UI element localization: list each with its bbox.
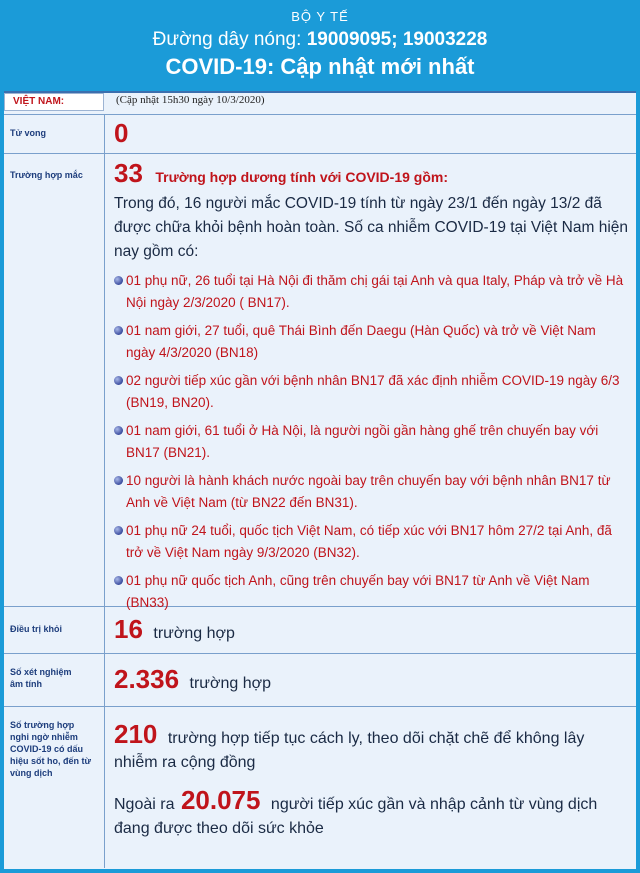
contacts-value: 20.075 [180, 785, 261, 815]
negative-value: 2.336 [114, 664, 180, 694]
deaths-label: Tử vong [10, 128, 47, 138]
info-panel [4, 91, 636, 869]
cases-intro: Trong đó, 16 người mắc COVID-19 tính từ ngày 23/1 đến ngày 13/2 đã được chữa khỏi bệnh hoàn toàn. Số ca nhiễm COVID-19 tại Việt Nam hiện nay gồm có: [114, 195, 628, 260]
bullet-icon [114, 326, 123, 335]
suspected-row [4, 707, 636, 868]
list-item [114, 320, 628, 364]
bullet-icon [114, 276, 123, 285]
list-item-text: 01 nam giới, 27 tuổi, quê Thái Bình đến Daegu (Hàn Quốc) và trở về Việt Nam ngày 4/3/2020 (BN18) [126, 323, 596, 360]
negative-unit: trường hợp [189, 675, 272, 692]
update-time: (Cập nhật 15h30 ngày 10/3/2020) [116, 94, 265, 106]
cases-value: 33 [114, 158, 143, 188]
list-item-text: 02 người tiếp xúc gần với bệnh nhân BN17 đã xác định nhiễm COVID-19 ngày 6/3 (BN19, BN20). [126, 373, 620, 410]
header [0, 0, 640, 88]
recovered-value: 16 [114, 614, 143, 644]
suspected-text-block [114, 719, 628, 775]
recovered-row [4, 607, 636, 654]
list-item [114, 370, 628, 414]
cases-row [4, 154, 636, 610]
hotline [0, 28, 640, 52]
contacts-text: người tiếp xúc gần và nhập cảnh từ vùng dịch đang được theo dõi sức khỏe [114, 796, 598, 837]
list-item [114, 470, 628, 514]
list-item-text: 10 người là hành khách nước ngoài bay trên chuyến bay với bệnh nhân BN17 từ Anh về Việt Nam (từ BN22 đến BN31). [126, 473, 611, 510]
hotline-label: Đường dây nóng: [152, 29, 302, 50]
list-item [114, 420, 628, 464]
page-title: COVID-19: Cập nhật mới nhất [165, 54, 475, 79]
negative-label: Số xét nghiệm âm tính [10, 667, 72, 689]
bullet-icon [114, 376, 123, 385]
list-item-text: 01 phụ nữ 24 tuổi, quốc tịch Việt Nam, có tiếp xúc với BN17 hôm 27/2 tại Anh, đã trở về Việt Nam ngày 9/3/2020 (BN32). [126, 523, 612, 560]
row-divider [104, 654, 105, 706]
list-item [114, 520, 628, 564]
vietnam-tag: VIỆT NAM: [4, 93, 104, 111]
negative-row [4, 654, 636, 707]
suspected-label: Số trường hợp nghi ngờ nhiễm COVID-19 có dấu hiệu sốt ho, đến từ vùng dịch [10, 720, 92, 778]
contacts-text-block [114, 785, 628, 841]
deaths-value: 0 [114, 118, 129, 148]
list-item-text: 01 phụ nữ, 26 tuổi tại Hà Nội đi thăm chị gái tại Anh và qua Italy, Pháp và trở về Hà Nội ngày 2/3/2020 ( BN17). [126, 273, 624, 310]
list-item [114, 270, 628, 314]
ministry-name: BỘ Y TẾ [291, 9, 349, 24]
suspected-text: trường hợp tiếp tục cách ly, theo dõi chặt chẽ để không lây nhiễm ra cộng đồng [114, 730, 585, 771]
bullet-icon [114, 476, 123, 485]
list-item-text: 01 phụ nữ quốc tịch Anh, cũng trên chuyến bay với BN17 từ Anh về Việt Nam (BN33) [126, 573, 590, 610]
contacts-prefix: Ngoài ra [114, 796, 175, 813]
recovered-label: Điều trị khỏi [10, 624, 63, 634]
row-divider [104, 154, 105, 606]
row-divider [104, 707, 105, 868]
cases-label: Trường hợp mắc [10, 170, 83, 180]
list-item-text: 01 nam giới, 61 tuổi ở Hà Nội, là người ngồi gần hàng ghế trên chuyến bay với BN17 (BN21). [126, 423, 599, 460]
suspected-value: 210 [114, 719, 158, 749]
case-list [114, 270, 628, 614]
cases-heading: Trường hợp dương tính với COVID-19 gồm: [155, 169, 449, 185]
hotline-numbers: 19009095; 19003228 [306, 29, 488, 50]
row-divider [104, 607, 105, 653]
bullet-icon [114, 526, 123, 535]
bullet-icon [114, 426, 123, 435]
vietnam-row [4, 93, 636, 115]
deaths-row [4, 115, 636, 154]
row-divider [104, 115, 105, 153]
bullet-icon [114, 576, 123, 585]
recovered-unit: trường hợp [153, 625, 235, 642]
